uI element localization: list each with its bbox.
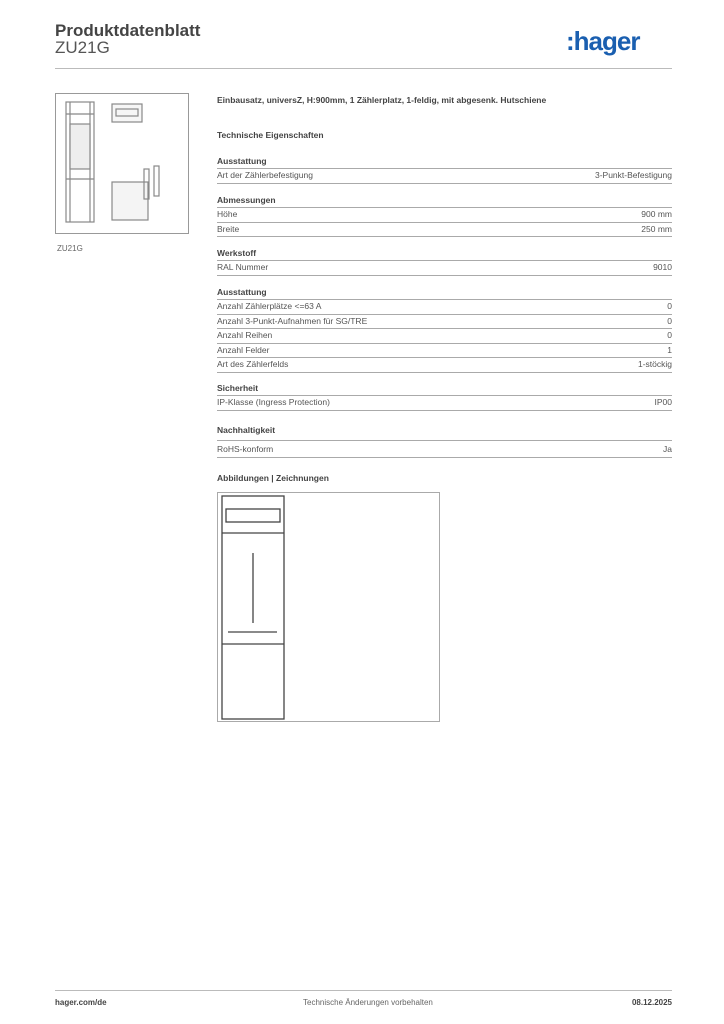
table-row (217, 169, 672, 184)
section-title: Werkstoff (217, 247, 672, 261)
section-abmessungen (217, 194, 672, 237)
row-value: 250 mm (641, 223, 672, 234)
row-label: Anzahl Reihen (217, 330, 273, 341)
row-label: IP-Klasse (Ingress Protection) (217, 397, 330, 407)
section-ausstattung (217, 155, 672, 184)
row-label: Art der Zählerbefestigung (217, 170, 313, 180)
section-sicherheit (217, 382, 672, 411)
product-image (55, 93, 189, 234)
row-label: Höhe (217, 209, 238, 219)
page-title: Produktdatenblatt (55, 21, 201, 40)
table-row (217, 300, 672, 315)
table-row (217, 358, 672, 373)
table-row (217, 396, 672, 411)
row-value: 0 (667, 315, 672, 326)
row-value: 900 mm (641, 209, 672, 219)
table-row (217, 441, 672, 458)
row-label: Anzahl Zählerplätze <=63 A (217, 301, 322, 311)
row-label: Art des Zählerfelds (217, 359, 289, 370)
row-value: 1-stöckig (637, 359, 672, 370)
section-title: Nachhaltigkeit (217, 424, 672, 441)
image-caption: ZU21G (57, 244, 83, 253)
hager-logo: :hager (566, 26, 640, 56)
row-value: 0 (667, 301, 672, 311)
drawings-heading: Abbildungen | Zeichnungen (217, 473, 329, 483)
table-row (217, 208, 672, 223)
row-value: 0 (667, 330, 672, 341)
section-title: Ausstattung (217, 155, 672, 169)
row-value: 1 (667, 344, 672, 355)
section-title: Sicherheit (217, 382, 672, 396)
footer-divider (55, 990, 672, 991)
section-ausstattung-2 (217, 286, 672, 373)
row-value: IP00 (654, 397, 672, 407)
table-row (217, 261, 672, 276)
table-row (217, 223, 672, 238)
row-label: Anzahl Felder (217, 344, 270, 355)
product-code: ZU21G (55, 38, 110, 57)
section-nachhaltigkeit (217, 424, 672, 458)
table-row (217, 344, 672, 359)
row-label: RAL Nummer (217, 262, 269, 272)
section-title: Ausstattung (217, 286, 672, 300)
section-title: Abmessungen (217, 194, 672, 208)
row-value: 3-Punkt-Befestigung (594, 170, 672, 180)
footer-note: Technische Änderungen vorbehalten (303, 998, 433, 1007)
row-label: Breite (217, 223, 240, 234)
technical-drawing (217, 492, 440, 722)
table-row (217, 329, 672, 344)
header-divider (55, 68, 672, 69)
footer-website-link[interactable]: hager.com/de (55, 998, 107, 1007)
row-label: RoHS-konform (217, 444, 274, 454)
row-label: Anzahl 3-Punkt-Aufnahmen für SG/TRE (217, 315, 368, 326)
section-werkstoff (217, 247, 672, 276)
tech-properties-heading: Technische Eigenschaften (217, 130, 324, 140)
table-row (217, 315, 672, 330)
row-value: 9010 (653, 262, 672, 272)
row-value: Ja (663, 444, 672, 454)
product-description: Einbausatz, universZ, H:900mm, 1 Zählerplatz, 1-feldig, mit abgesenk. Hutschiene (217, 95, 547, 105)
footer-date: 08.12.2025 (631, 998, 672, 1007)
